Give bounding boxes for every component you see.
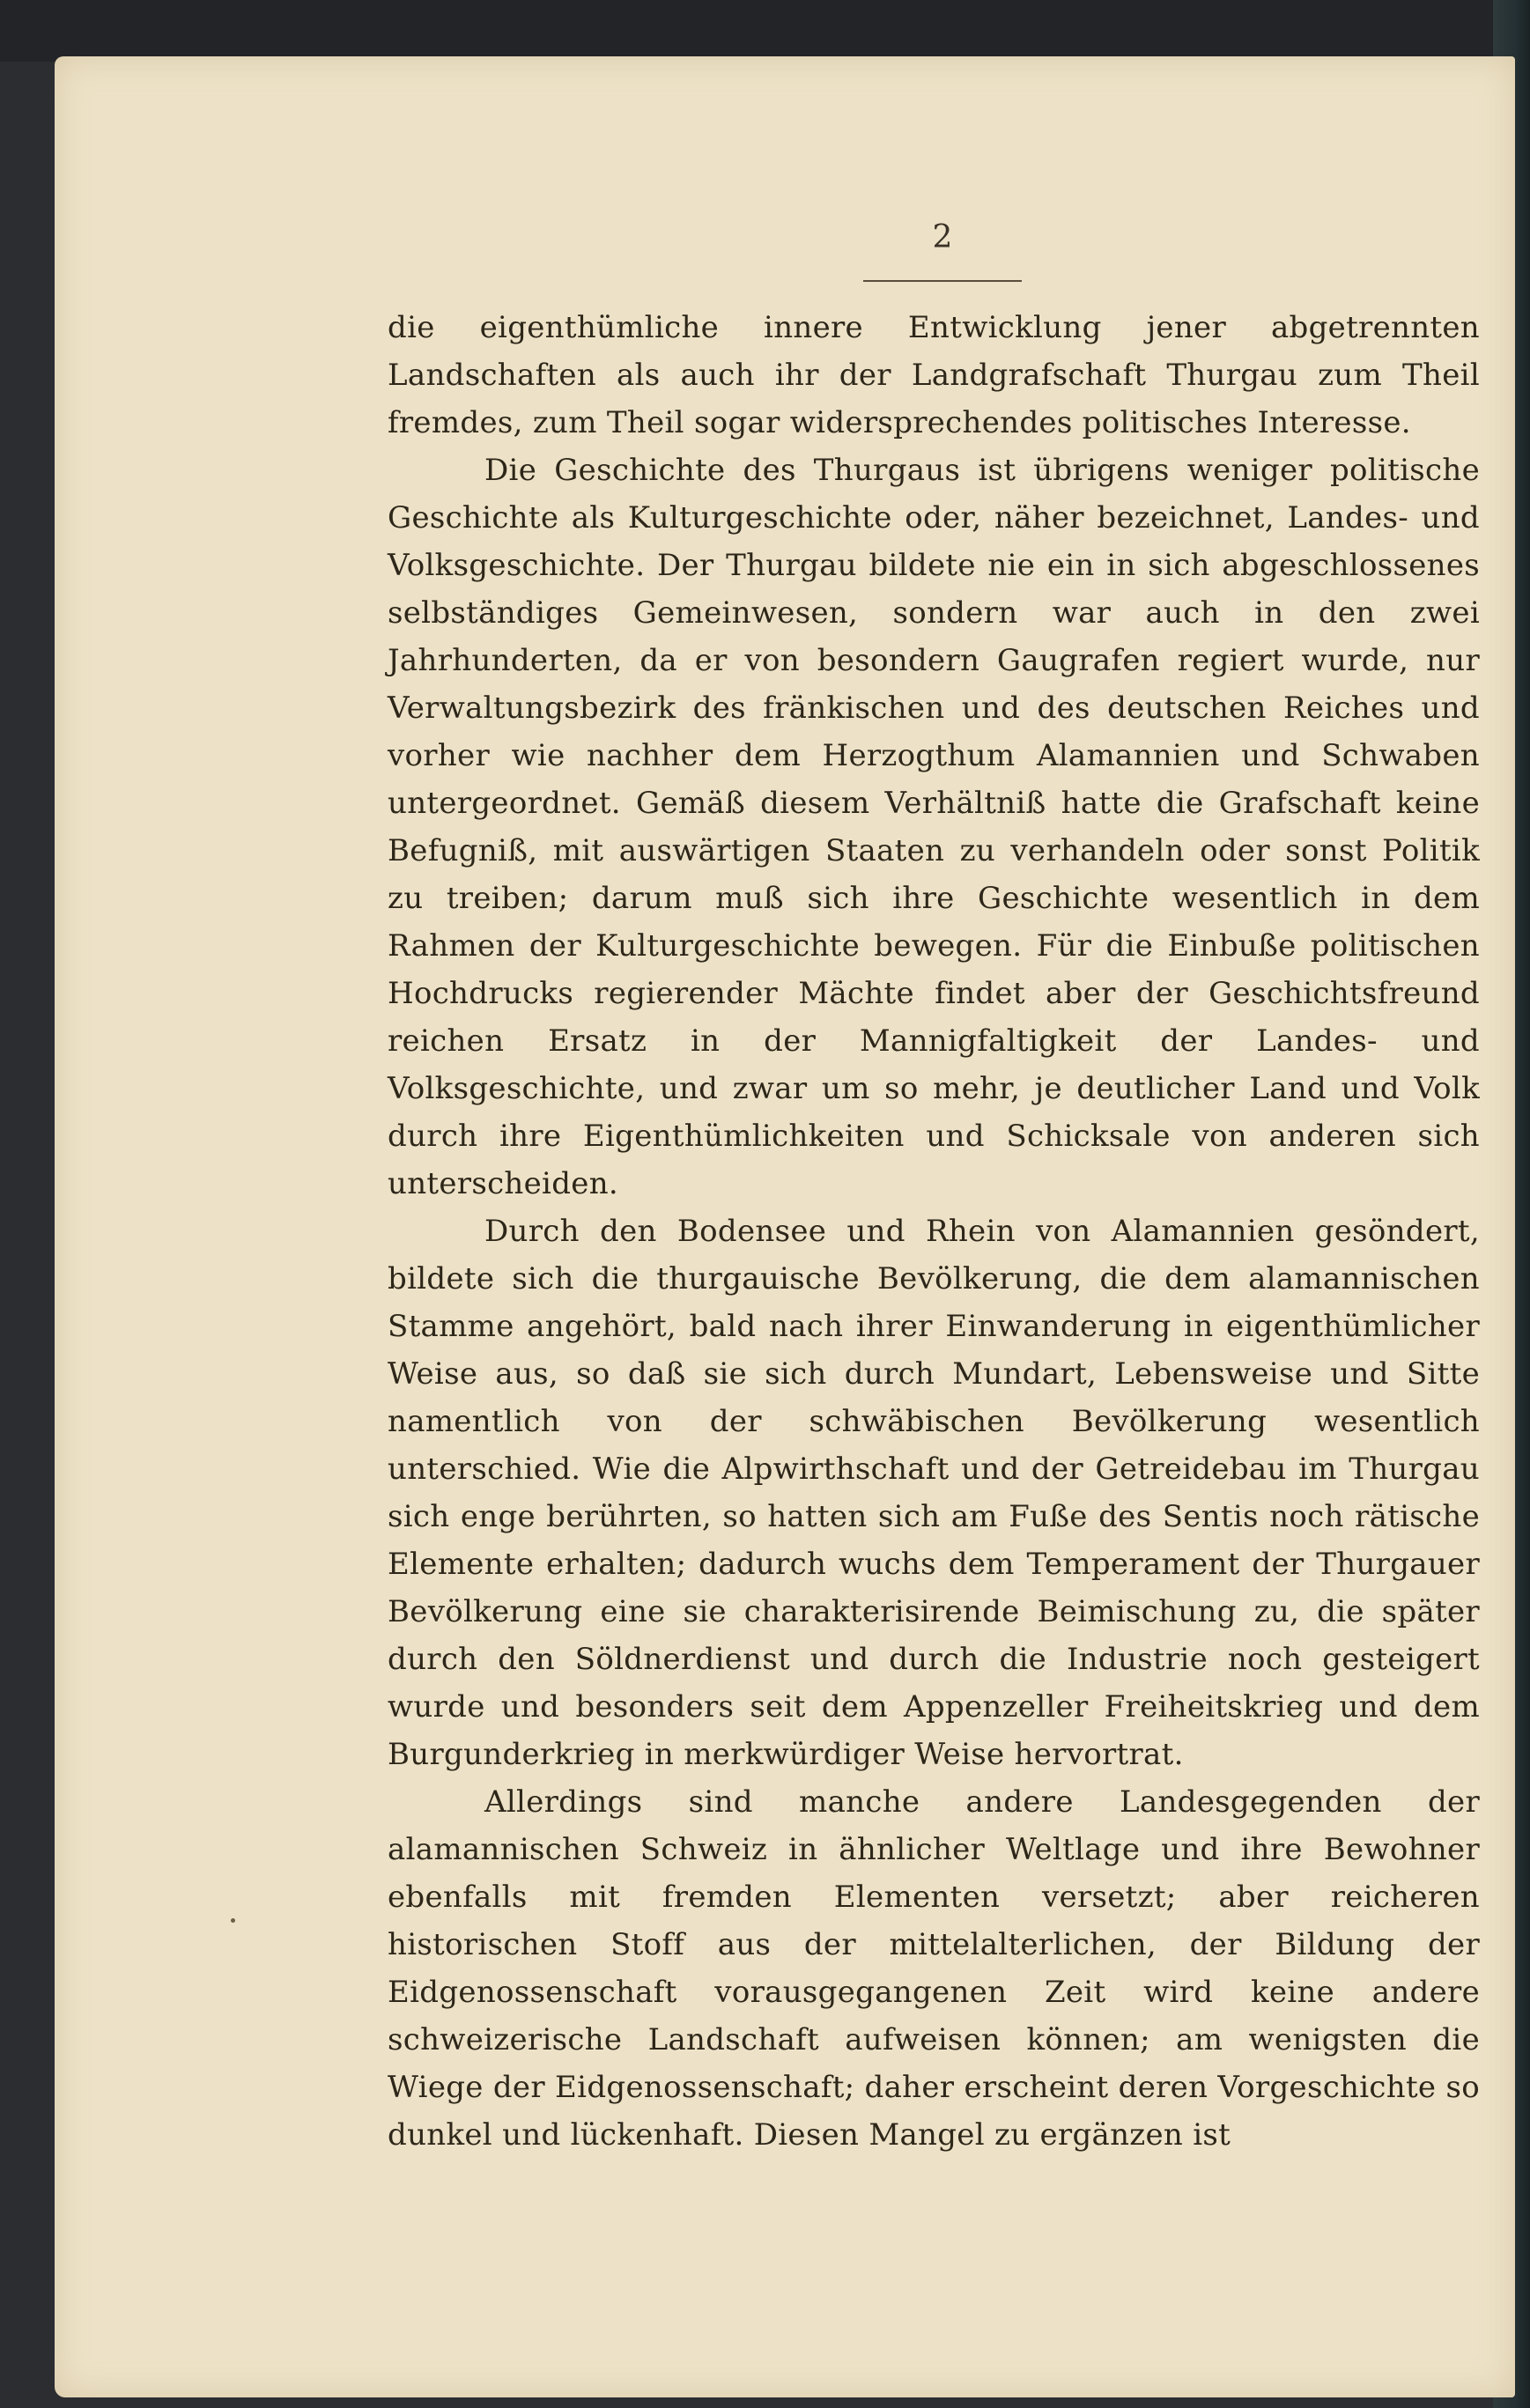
page-number-rule	[863, 280, 1022, 282]
paragraph-3: Durch den Bodensee und Rhein von Alamannien gesöndert, bildete sich die thurgauische Bevölkerung, die dem alamannischen Stamme angehört, bald nach ihrer Einwanderung in eigenthümlicher Weise aus, so daß sie sich durch Mundart, Lebensweise und Sitte namentlich von der schwäbischen Bevölkerung wesentlich unterschied. Wie die Alpwirthschaft und der Getreidebau im Thurgau sich enge berührten, so hatten sich am Fuße des Sentis noch rätische Elemente erhalten; dadurch wuchs dem Temperament der Thurgauer Bevölkerung eine sie charakterisirende Beimischung zu, die später durch den Söldnerdienst und durch die Industrie noch gesteigert wurde und besonders seit dem Appenzeller Freiheitskrieg und dem Burgunderkrieg in merkwürdiger Weise hervortrat.	[388, 1214, 1480, 1772]
scan-background	[0, 0, 1530, 62]
paragraph-4: Allerdings sind manche andere Landesgegenden der alamannischen Schweiz in ähnlicher Weltlage und ihre Bewohner ebenfalls mit fremden Elementen versetzt; aber reicheren historischen Stoff aus der mittelalterlichen, der Bildung der Eidgenossenschaft vorausgegangenen Zeit wird keine andere schweizerische Landschaft aufweisen können; am wenigsten die Wiege der Eidgenossenschaft; daher erscheint deren Vorgeschichte so dunkel und lückenhaft. Diesen Mangel zu ergänzen ist	[388, 1784, 1480, 2153]
margin-mark	[231, 1918, 235, 1923]
body-text	[388, 304, 1480, 2159]
page-number: 2	[932, 219, 953, 255]
paragraph-2: Die Geschichte des Thurgaus ist übrigens weniger politische Geschichte als Kulturgeschichte oder, näher bezeichnet, Landes- und Volksgeschichte. Der Thurgau bildete nie ein in sich abgeschlossenes selbständiges Gemeinwesen, sondern war auch in den zwei Jahrhunderten, da er von besondern Gaugrafen regiert wurde, nur Verwaltungsbezirk des fränkischen und des deutschen Reiches und vorher wie nachher dem Herzogthum Alamannien und Schwaben untergeordnet. Gemäß diesem Verhältniß hatte die Grafschaft keine Befugniß, mit auswärtigen Staaten zu verhandeln oder sonst Politik zu treiben; darum muß sich ihre Geschichte wesentlich in dem Rahmen der Kulturgeschichte bewegen. Für die Einbuße politischen Hochdrucks regierender Mächte findet aber der Geschichtsfreund reichen Ersatz in der Mannigfaltigkeit der Landes- und Volksgeschichte, und zwar um so mehr, je deutlicher Land und Volk durch ihre Eigenthümlichkeiten und Schicksale von anderen sich unterscheiden.	[388, 453, 1480, 1201]
paragraph-1: die eigenthümliche innere Entwicklung jener abgetrennten Landschaften als auch ihr der Landgrafschaft Thurgau zum Theil fremdes, zum Theil sogar widersprechendes politisches Interesse.	[388, 310, 1480, 440]
